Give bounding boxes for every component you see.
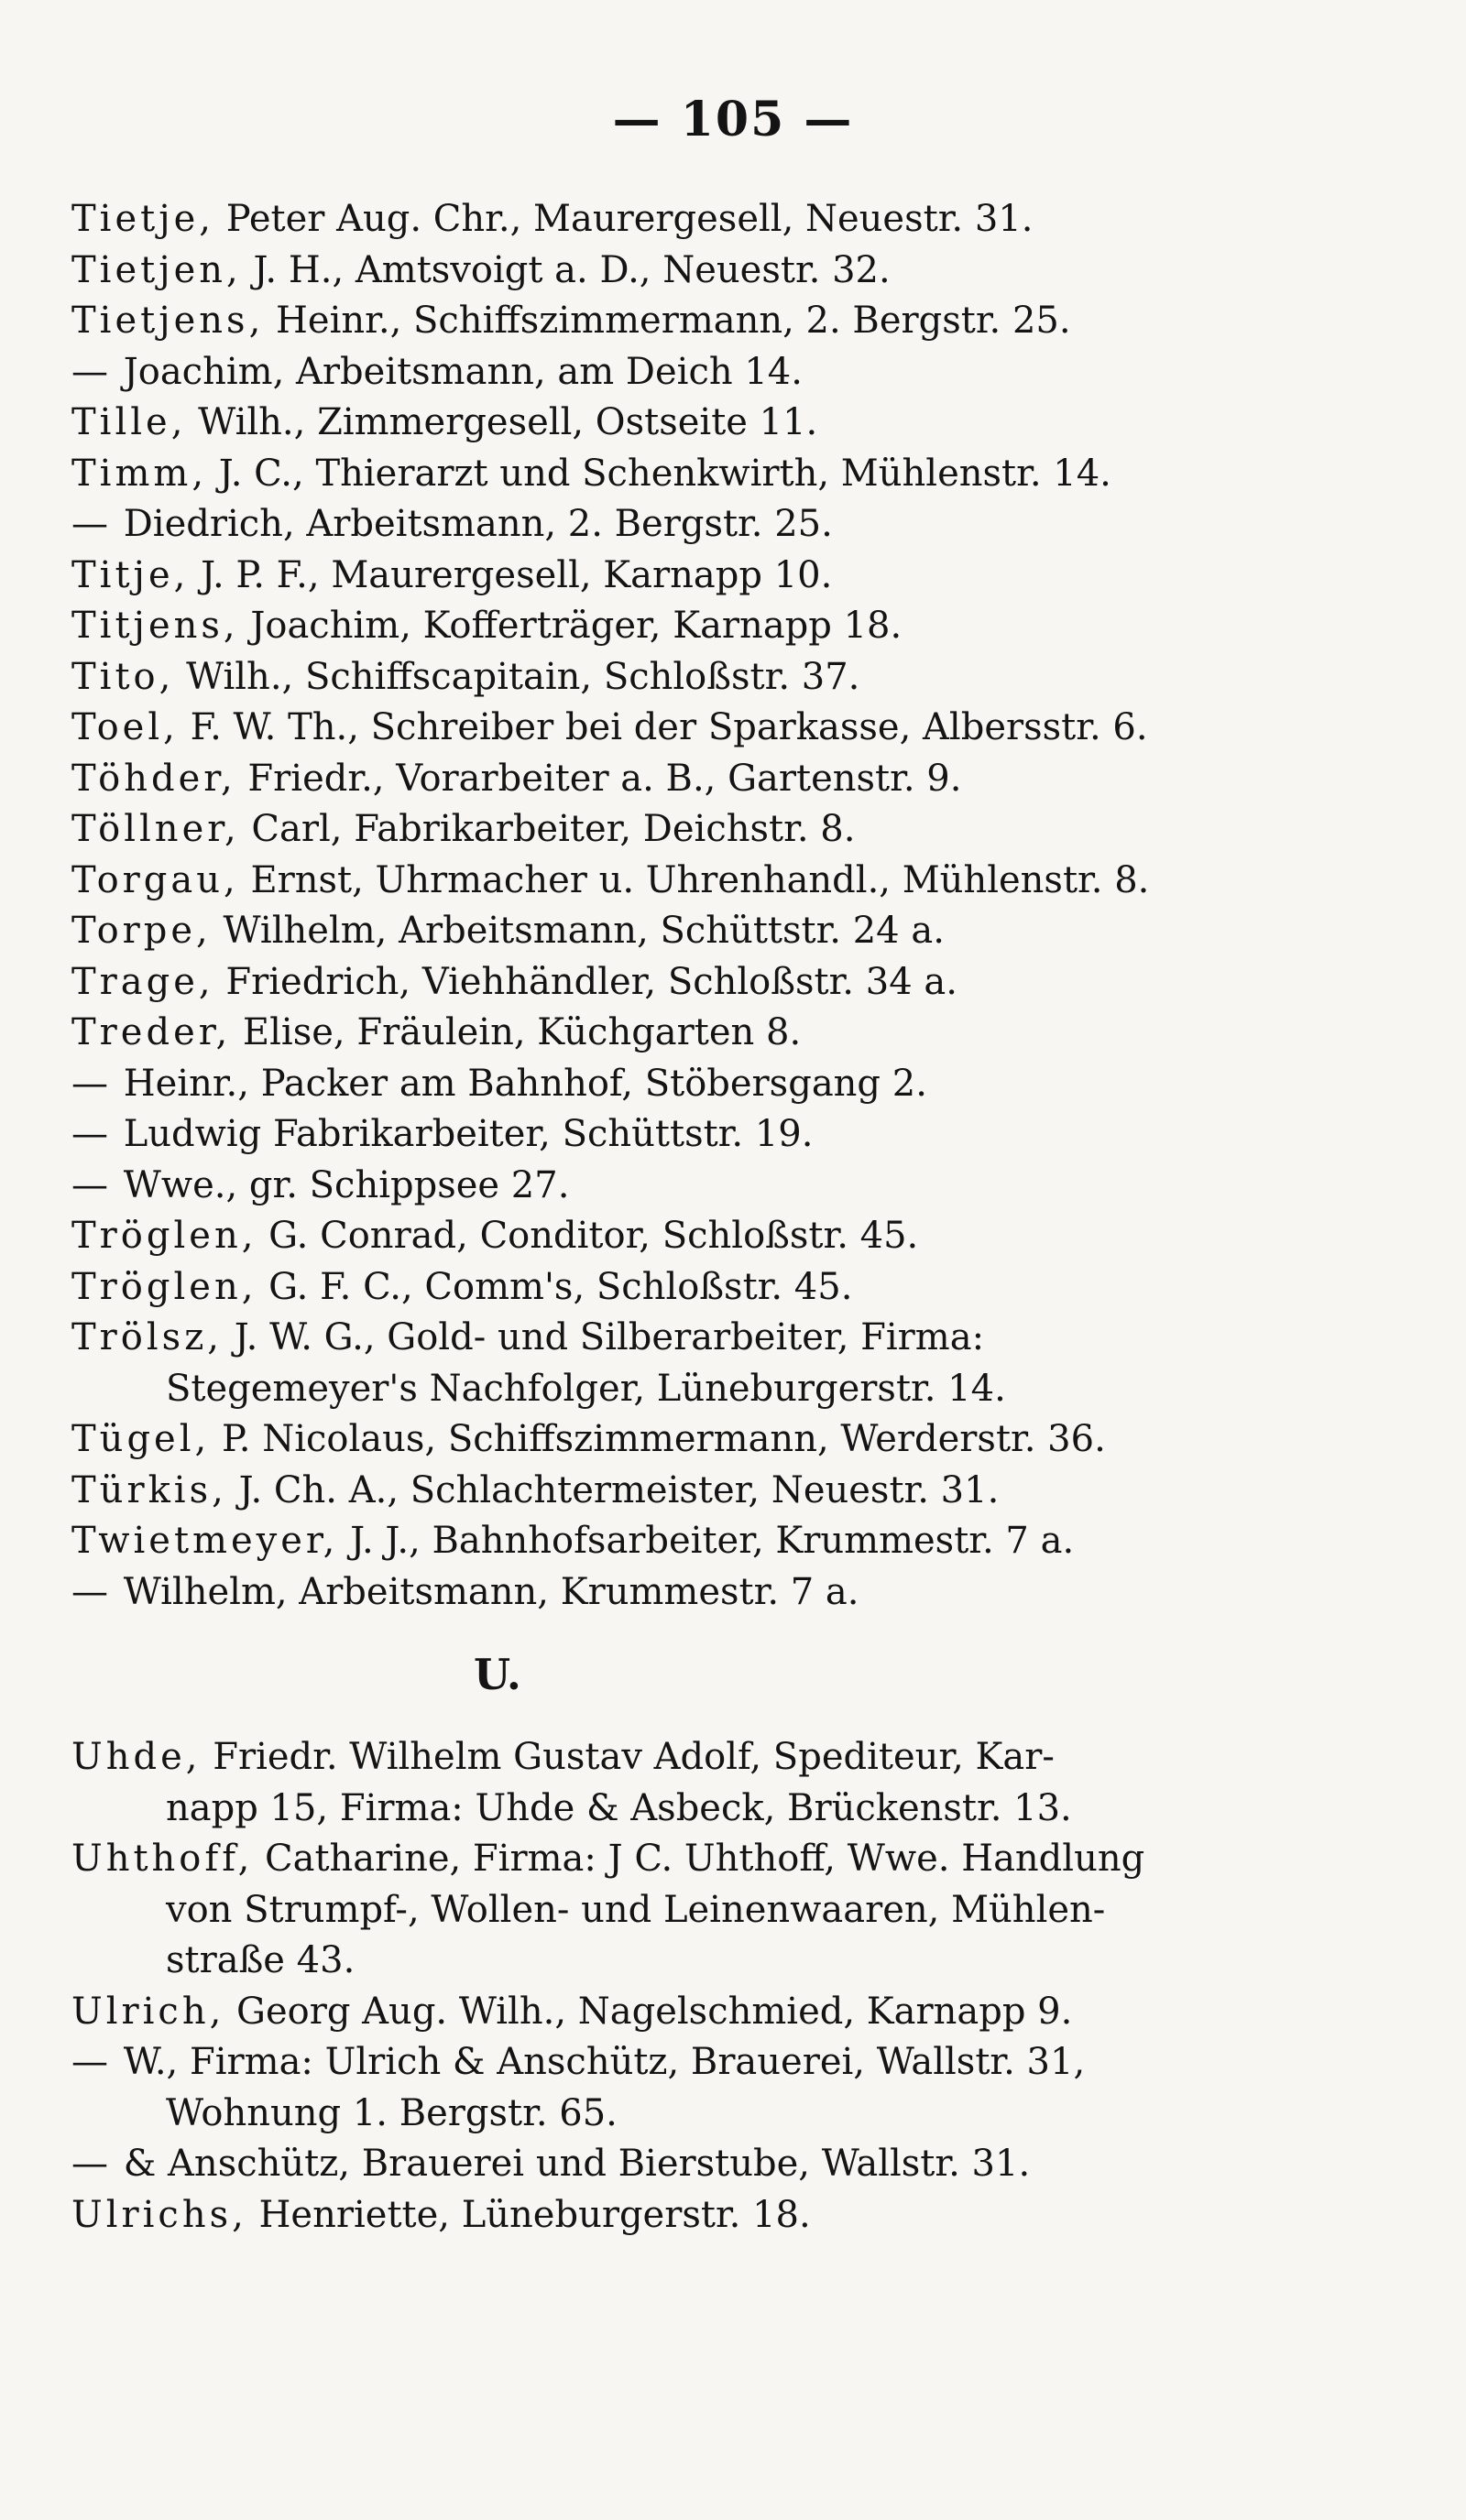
entry-text: Carl, Fabrikarbeiter, Deichstr. 8. (251, 808, 856, 850)
entry-continuation: von Strumpf-, Wollen- und Leinenwaaren, Mühlen- (166, 1888, 1106, 1931)
directory-entry (71, 2139, 1244, 2190)
entry-surname: Trage, (71, 960, 214, 1003)
entry-surname: Tietje, (71, 198, 215, 240)
directory-entry (71, 2190, 1244, 2242)
entry-text: Henriette, Lüneburgerstr. 18. (258, 2193, 811, 2236)
directory-entry (71, 1262, 1244, 1314)
entry-surname: Tröglen, (71, 1215, 257, 1257)
entry-surname: Twietmeyer, (71, 1520, 339, 1562)
section-u-heading: U. (474, 1650, 521, 1699)
directory-entry (71, 2037, 1244, 2139)
entry-text: Wwe., gr. Schippsee 27. (123, 1163, 570, 1206)
entry-text: G. Conrad, Conditor, Schloßstr. 45. (268, 1215, 919, 1257)
entry-surname: Treder, (71, 1011, 232, 1053)
entry-text: Peter Aug. Chr., Maurergesell, Neuestr. 31. (225, 198, 1034, 240)
directory-entry (71, 551, 1244, 602)
entry-text: J. C., Thierarzt und Schenkwirth, Mühlenstr. 14. (218, 452, 1111, 495)
directory-entry (71, 1109, 1244, 1161)
entry-surname: — (71, 1113, 112, 1155)
entry-text: J. J., Bahnhofsarbeiter, Krummestr. 7 a. (350, 1520, 1075, 1562)
entry-text: F. W. Th., Schreiber bei der Sparkasse, Albersstr. 6. (190, 706, 1148, 748)
entry-surname: Torgau, (71, 858, 239, 901)
entry-surname: Trölsz, (71, 1316, 223, 1358)
entry-text: Elise, Fräulein, Küchgarten 8. (242, 1011, 802, 1053)
entry-surname: Tröglen, (71, 1265, 257, 1308)
directory-entry (71, 245, 1244, 297)
section-t-entries (71, 194, 1244, 1618)
directory-entry (71, 1161, 1244, 1212)
directory-entry (71, 398, 1244, 449)
entry-surname: Tügel, (71, 1418, 211, 1460)
entry-surname: — (71, 350, 112, 393)
entry-text: Wilhelm, Arbeitsmann, Krummestr. 7 a. (123, 1570, 859, 1613)
entry-text: J. P. F., Maurergesell, Karnapp 10. (201, 553, 833, 596)
entry-text: G. F. C., Comm's, Schloßstr. 45. (268, 1265, 853, 1308)
directory-entry (71, 1008, 1244, 1059)
directory-entry (71, 1466, 1244, 1517)
section-u-entries (71, 1732, 1244, 2241)
entry-continuation: Wohnung 1. Bergstr. 65. (166, 2091, 618, 2134)
entry-surname: Torpe, (71, 910, 212, 952)
entry-text: J. W. G., Gold- und Silberarbeiter, Firma: (234, 1316, 985, 1358)
entry-surname: Titjens, (71, 605, 239, 647)
directory-listing (71, 194, 1244, 2241)
page-number: — 105 — (612, 92, 854, 147)
directory-entry (71, 1414, 1244, 1466)
entry-surname: Tito, (71, 655, 175, 698)
entry-surname: Töhder, (71, 757, 236, 800)
directory-entry (71, 1059, 1244, 1110)
entry-surname: Ulrichs, (71, 2193, 247, 2236)
entry-surname: Tietjen, (71, 248, 242, 291)
entry-text: W., Firma: Ulrich & Anschütz, Brauerei, Wallstr. 31, (123, 2041, 1086, 2083)
entry-text: Friedr. Wilhelm Gustav Adolf, Spediteur, Kar- (213, 1736, 1055, 1778)
directory-entry (71, 957, 1244, 1009)
entry-text: Heinr., Packer am Bahnhof, Stöbersgang 2. (123, 1062, 927, 1105)
entry-surname: Tietjens, (71, 300, 265, 342)
directory-entry (71, 1834, 1244, 1987)
directory-entry (71, 296, 1244, 347)
entry-surname: Ulrich, (71, 1990, 225, 2033)
entry-text: Friedrich, Viehhändler, Schloßstr. 34 a. (225, 960, 957, 1003)
entry-text: Joachim, Kofferträger, Karnapp 18. (250, 605, 903, 647)
entry-surname: Toel, (71, 706, 179, 748)
entry-surname: Uhthoff, (71, 1838, 254, 1880)
directory-entry (71, 1987, 1244, 2038)
entry-text: Wilhelm, Arbeitsmann, Schüttstr. 24 a. (223, 910, 945, 952)
directory-entry (71, 1732, 1244, 1834)
entry-text: Heinr., Schiffszimmermann, 2. Bergstr. 25. (276, 300, 1071, 342)
entry-text: & Anschütz, Brauerei und Bierstube, Wallstr. 31. (123, 2143, 1031, 2185)
entry-surname: — (71, 2041, 112, 2083)
directory-entry (71, 449, 1244, 500)
directory-entry (71, 1516, 1244, 1567)
entry-text: Joachim, Arbeitsmann, am Deich 14. (123, 350, 803, 393)
entry-text: J. H., Amtsvoigt a. D., Neuestr. 32. (253, 248, 891, 291)
entry-surname: — (71, 1163, 112, 1206)
directory-entry (71, 1211, 1244, 1262)
directory-entry (71, 754, 1244, 805)
entry-text: Diedrich, Arbeitsmann, 2. Bergstr. 25. (123, 503, 833, 545)
entry-surname: Uhde, (71, 1736, 202, 1778)
directory-entry (71, 906, 1244, 957)
entry-text: Georg Aug. Wilh., Nagelschmied, Karnapp 9. (236, 1990, 1073, 2033)
entry-text: J. Ch. A., Schlachtermeister, Neuestr. 31. (238, 1468, 1000, 1511)
entry-surname: Türkis, (71, 1468, 227, 1511)
directory-entry (71, 601, 1244, 652)
entry-surname: Titje, (71, 553, 190, 596)
entry-continuation: straße 43. (166, 1939, 356, 1981)
entry-surname: — (71, 1570, 112, 1613)
entry-surname: — (71, 1062, 112, 1105)
entry-text: Ludwig Fabrikarbeiter, Schüttstr. 19. (123, 1113, 814, 1155)
entry-text: P. Nicolaus, Schiffszimmermann, Werderstr. 36. (221, 1418, 1106, 1460)
entry-surname: Timm, (71, 452, 208, 495)
entry-surname: Töllner, (71, 808, 240, 850)
entry-continuation: Stegemeyer's Nachfolger, Lüneburgerstr. 14. (166, 1367, 1006, 1410)
entry-surname: Tille, (71, 401, 187, 443)
directory-entry (71, 1313, 1244, 1414)
directory-entry (71, 347, 1244, 398)
directory-entry (71, 652, 1244, 704)
entry-text: Friedr., Vorarbeiter a. B., Gartenstr. 9. (247, 757, 962, 800)
entry-text: Catharine, Firma: J C. Uhthoff, Wwe. Handlung (265, 1838, 1145, 1880)
directory-entry (71, 1567, 1244, 1619)
directory-entry (71, 856, 1244, 907)
entry-text: Wilh., Schiffscapitain, Schloßstr. 37. (186, 655, 860, 698)
entry-text: Wilh., Zimmergesell, Ostseite 11. (198, 401, 818, 443)
directory-entry (71, 499, 1244, 551)
directory-entry (71, 194, 1244, 245)
entry-surname: — (71, 503, 112, 545)
entry-continuation: napp 15, Firma: Uhde & Asbeck, Brückenstr. 13. (166, 1786, 1072, 1829)
entry-text: Ernst, Uhrmacher u. Uhrenhandl., Mühlenstr. 8. (250, 858, 1150, 901)
entry-surname: — (71, 2143, 112, 2185)
directory-entry (71, 703, 1244, 754)
directory-entry (71, 804, 1244, 856)
